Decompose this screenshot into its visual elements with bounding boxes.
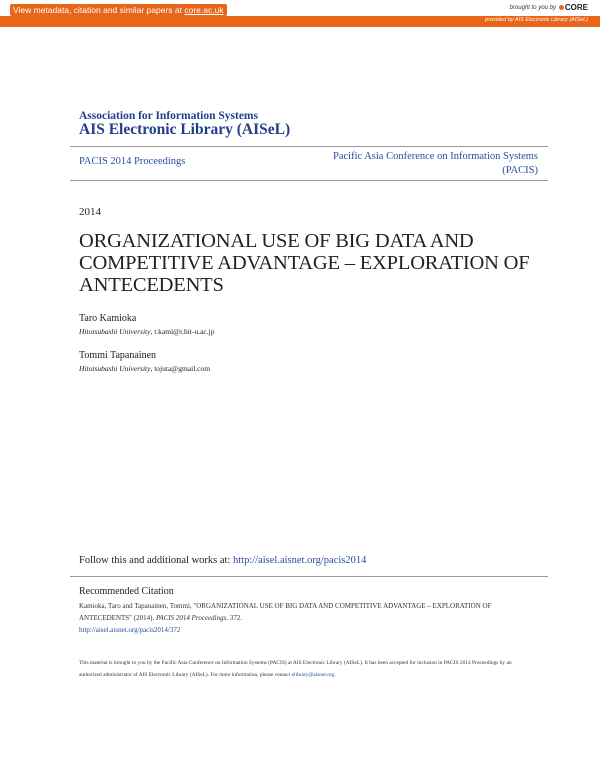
- notice-end: .: [334, 671, 336, 678]
- view-metadata-link[interactable]: [10, 4, 227, 16]
- author-name: Tommi Tapanainen: [79, 350, 157, 361]
- core-link[interactable]: core.ac.uk: [184, 5, 224, 15]
- citation-number: . 372.: [226, 614, 243, 622]
- author-email: , t.kami@r.hit-u.ac.jp: [150, 327, 215, 336]
- conference-link[interactable]: Pacific Asia Conference on Information Systems (PACIS): [333, 151, 538, 176]
- core-logo-icon: [559, 5, 564, 10]
- contact-email-link[interactable]: elibrary@aisnet.org: [291, 671, 335, 678]
- proceedings-link[interactable]: PACIS 2014 Proceedings: [79, 156, 186, 167]
- affiliation-name: Hitotsubashi University: [79, 327, 151, 336]
- notice-text: [79, 658, 529, 681]
- affiliation-name: Hitotsubashi University: [79, 364, 151, 373]
- collection-url-link[interactable]: http://aisel.aisnet.org/pacis2014: [233, 555, 367, 566]
- follow-text: Follow this and additional works at:: [79, 555, 233, 566]
- citation-url-link[interactable]: http://aisel.aisnet.org/pacis2014/372: [79, 626, 181, 634]
- core-logo-text: CORE: [564, 3, 588, 12]
- provided-by-text: provided by AIS Electronic Library (AISeL): [485, 17, 588, 23]
- author-email: , tojuta@gmail.com: [150, 364, 211, 373]
- citation-rule: [70, 576, 548, 577]
- citation-heading: Recommended Citation: [79, 586, 174, 597]
- notice-body: This material is brought to you by the Pacific Asia Conference on Information Systems (PACIS) at AIS Electronic Library (AISeL). It has been accepted for inclusion in PACIS 2014 Proceedings by an authorized administrator of AIS Electronic Library (AISeL). For more information, please contact: [79, 660, 512, 678]
- citation-journal: PACIS 2014 Proceedings: [155, 614, 227, 622]
- brought-by-text: brought to you by: [509, 5, 556, 11]
- core-logo[interactable]: [559, 3, 588, 12]
- core-banner: [0, 0, 600, 27]
- author-name: Taro Kamioka: [79, 313, 137, 324]
- view-metadata-text: View metadata, citation and similar papers at: [13, 5, 185, 15]
- library-name[interactable]: AIS Electronic Library (AISeL): [79, 121, 291, 138]
- paper-title: ORGANIZATIONAL USE OF BIG DATA AND COMPETITIVE ADVANTAGE – EXPLORATION OF ANTECEDENTS: [79, 230, 530, 296]
- publication-year: 2014: [79, 206, 101, 218]
- citation-body: [79, 600, 529, 636]
- citation-text: Kamioka, Taro and Tapanainen, Tommi, "ORGANIZATIONAL USE OF BIG DATA AND COMPETITIVE ADVANTAGE – EXPLORATION OF ANTECEDENTS" (2014).: [79, 602, 492, 622]
- author-affiliation: [79, 364, 210, 373]
- association-name[interactable]: Association for Information Systems: [79, 110, 258, 122]
- follow-line: [79, 555, 366, 566]
- author-affiliation: [79, 327, 214, 336]
- header-rule-top: [70, 146, 548, 147]
- header-rule-bottom: [70, 180, 548, 181]
